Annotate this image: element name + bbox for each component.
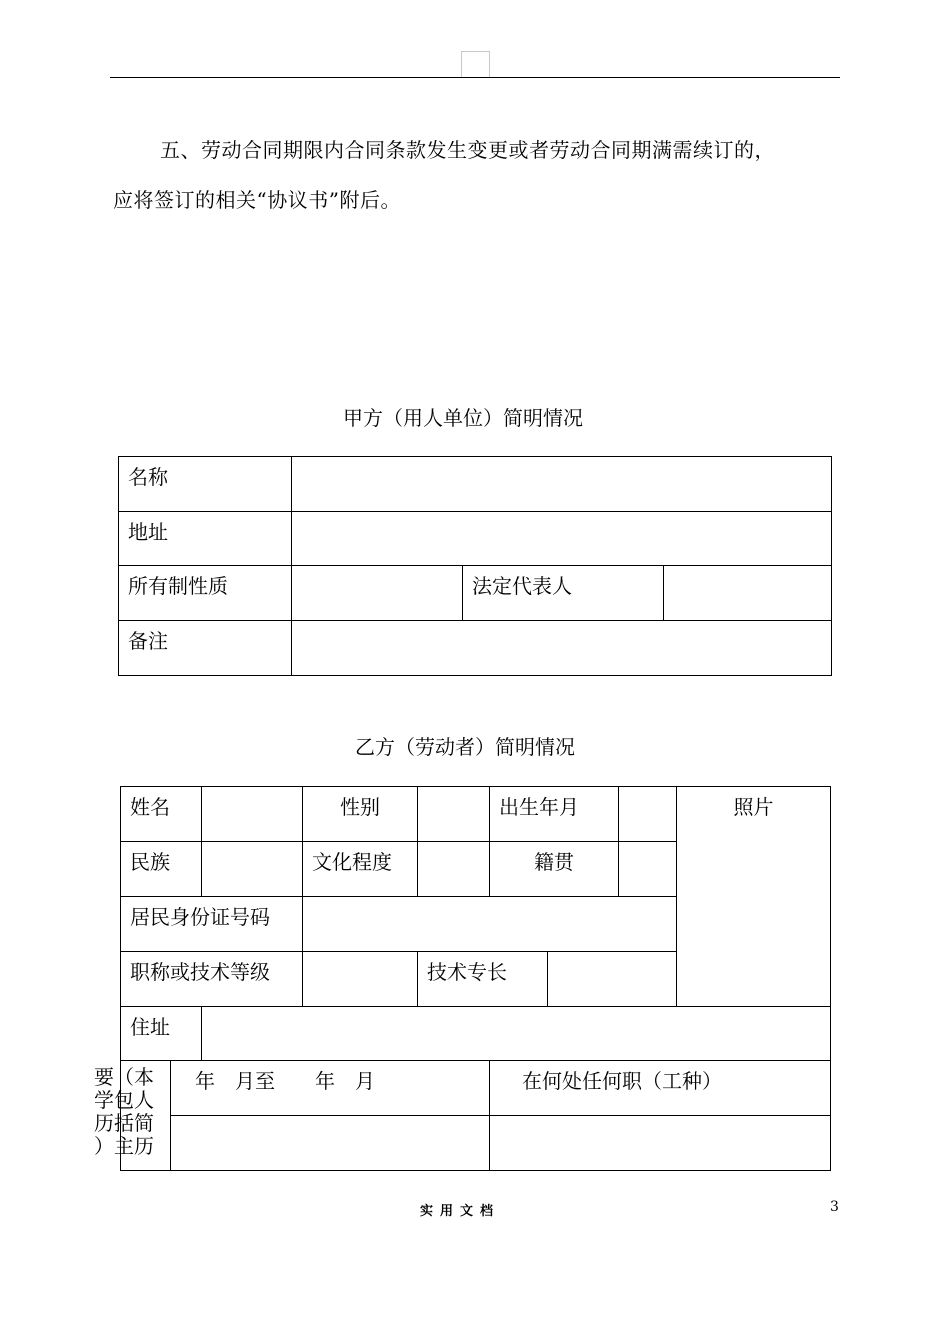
employee-table [120,786,831,1171]
education-field[interactable] [418,842,490,897]
ethnicity-label: 民族 [130,850,170,874]
legal-rep-label-cell [463,566,664,621]
employee-section-title: 乙方（劳动者）简明情况 [355,735,575,759]
header-mark [461,51,490,78]
photo-cell[interactable] [677,787,831,1007]
id-label-cell [121,897,303,952]
employee-name-field[interactable] [202,787,303,842]
education-label: 文化程度 [312,850,392,874]
history-period-field[interactable] [171,1116,490,1171]
employer-name-field[interactable] [292,457,832,512]
employer-name-label-cell [119,457,292,512]
clause-five-line1: 五、劳动合同期限内合同条款发生变更或者劳动合同期满需续订的， [160,138,775,162]
remarks-label-cell [119,621,292,676]
title-grade-label-cell [121,952,303,1007]
employer-section-title: 甲方（用人单位）简明情况 [343,406,583,430]
employer-table [118,456,832,676]
ownership-label: 所有制性质 [128,574,228,598]
employer-address-label-cell [119,512,292,566]
skill-field[interactable] [548,952,677,1007]
title-grade-field[interactable] [303,952,418,1007]
id-number-field[interactable] [303,897,677,952]
employer-address-field[interactable] [292,512,832,566]
gender-label: 性别 [340,795,380,819]
legal-rep-field[interactable] [664,566,832,621]
footer-label: 实用文档 [420,1204,501,1219]
employee-address-label: 住址 [130,1015,170,1039]
ethnicity-field[interactable] [202,842,303,897]
history-position-header [490,1061,831,1116]
employee-name-label-cell [121,787,202,842]
gender-field[interactable] [418,787,490,842]
legal-rep-label: 法定代表人 [472,574,572,598]
ownership-field[interactable] [292,566,463,621]
id-number-label: 居民身份证号码 [130,905,270,929]
history-position-field[interactable] [490,1116,831,1171]
history-side-line1: 要（本 [94,1065,154,1089]
native-place-field[interactable] [619,842,677,897]
birth-field[interactable] [619,787,677,842]
history-side-label [84,1066,164,1158]
ownership-label-cell [119,566,292,621]
employer-name-label: 名称 [128,465,168,489]
gender-label-cell [303,787,418,842]
history-side-line2: 学包人 [94,1088,154,1112]
skill-label: 技术专长 [427,960,507,984]
remarks-field[interactable] [292,621,832,676]
birth-label-cell [490,787,619,842]
history-period-label: 年 月至 年 月 [195,1069,375,1093]
page-number: 3 [830,1199,839,1215]
history-position-label: 在何处任何职（工种） [522,1069,722,1093]
history-period-header [171,1061,490,1116]
ethnicity-label-cell [121,842,202,897]
employee-address-field[interactable] [202,1007,831,1061]
employer-address-label: 地址 [128,520,168,544]
native-place-label-cell [490,842,619,897]
skill-label-cell [418,952,548,1007]
employee-address-label-cell [121,1007,202,1061]
header-rule [110,77,840,78]
title-grade-label: 职称或技术等级 [130,960,270,984]
education-label-cell [303,842,418,897]
history-side-line3: 历括简 [94,1111,154,1135]
native-place-label: 籍贯 [534,850,574,874]
employee-name-label: 姓名 [130,795,170,819]
remarks-label: 备注 [128,629,168,653]
photo-label: 照片 [733,795,774,819]
birth-label: 出生年月 [499,795,579,819]
history-side-line4: ）主历 [94,1134,154,1158]
clause-five-line2: 应将签订的相关“协议书”附后。 [113,188,401,212]
